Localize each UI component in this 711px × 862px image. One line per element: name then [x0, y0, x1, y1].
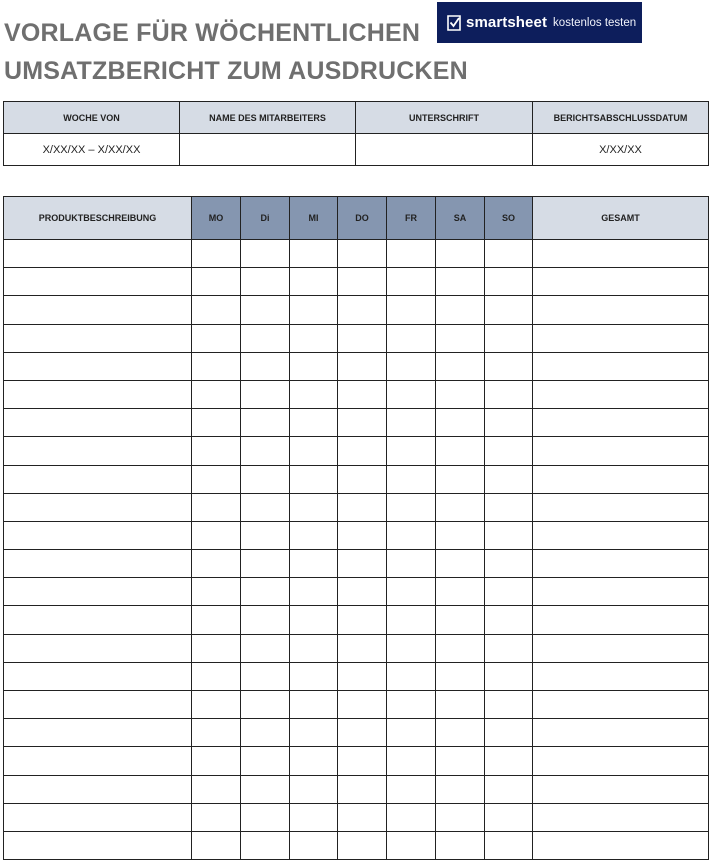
- day-value-cell[interactable]: [436, 747, 485, 775]
- page-title: [4, 14, 468, 90]
- day-value-cell[interactable]: [485, 296, 533, 324]
- sales-table: [3, 196, 709, 860]
- day-value-cell[interactable]: [387, 324, 436, 352]
- day-value-cell[interactable]: [192, 775, 241, 803]
- day-value-cell[interactable]: [192, 747, 241, 775]
- day-value-cell[interactable]: [436, 380, 485, 408]
- day-value-cell[interactable]: [387, 634, 436, 662]
- day-value-cell[interactable]: [436, 324, 485, 352]
- day-value-cell[interactable]: [192, 634, 241, 662]
- day-value-cell[interactable]: [387, 296, 436, 324]
- day-value-cell[interactable]: [192, 719, 241, 747]
- day-value-cell[interactable]: [387, 380, 436, 408]
- report-date-field[interactable]: X/XX/XX: [533, 134, 709, 166]
- day-value-cell[interactable]: [241, 606, 290, 634]
- total-cell[interactable]: [533, 550, 709, 578]
- day-header-do: DO: [338, 197, 387, 240]
- product-description-cell[interactable]: [4, 691, 192, 719]
- day-value-cell[interactable]: [290, 719, 338, 747]
- table-row: [4, 634, 709, 662]
- smartsheet-trial-banner[interactable]: [437, 2, 642, 43]
- day-value-cell[interactable]: [192, 437, 241, 465]
- day-value-cell[interactable]: [387, 691, 436, 719]
- info-value-row: [4, 134, 709, 166]
- day-value-cell[interactable]: [290, 691, 338, 719]
- total-cell[interactable]: [533, 662, 709, 690]
- day-value-cell[interactable]: [192, 662, 241, 690]
- product-description-cell[interactable]: [4, 831, 192, 859]
- total-cell[interactable]: [533, 324, 709, 352]
- day-value-cell[interactable]: [387, 831, 436, 859]
- day-header-mi: MI: [290, 197, 338, 240]
- day-value-cell[interactable]: [290, 662, 338, 690]
- report-date-header: BERICHTSABSCHLUSSDATUM: [533, 102, 709, 134]
- day-value-cell[interactable]: [192, 521, 241, 549]
- total-cell[interactable]: [533, 775, 709, 803]
- day-value-cell[interactable]: [241, 550, 290, 578]
- day-header-mo: MO: [192, 197, 241, 240]
- day-value-cell[interactable]: [436, 409, 485, 437]
- week-of-header: WOCHE VON: [4, 102, 180, 134]
- day-value-cell[interactable]: [436, 691, 485, 719]
- table-row: [4, 831, 709, 859]
- day-value-cell[interactable]: [338, 352, 387, 380]
- day-value-cell[interactable]: [338, 240, 387, 268]
- day-value-cell[interactable]: [192, 465, 241, 493]
- day-value-cell[interactable]: [485, 747, 533, 775]
- page-title-line-2: UMSATZBERICHT ZUM AUSDRUCKEN: [4, 57, 468, 85]
- day-value-cell[interactable]: [387, 747, 436, 775]
- table-row: [4, 324, 709, 352]
- day-value-cell[interactable]: [338, 380, 387, 408]
- day-value-cell[interactable]: [290, 831, 338, 859]
- day-value-cell[interactable]: [192, 324, 241, 352]
- week-of-field[interactable]: X/XX/XX – X/XX/XX: [4, 134, 180, 166]
- day-value-cell[interactable]: [338, 606, 387, 634]
- day-value-cell[interactable]: [485, 380, 533, 408]
- day-value-cell[interactable]: [290, 550, 338, 578]
- day-value-cell[interactable]: [290, 437, 338, 465]
- table-row: [4, 296, 709, 324]
- day-value-cell[interactable]: [192, 493, 241, 521]
- signature-field[interactable]: [356, 134, 533, 166]
- day-value-cell[interactable]: [436, 521, 485, 549]
- day-value-cell[interactable]: [387, 521, 436, 549]
- product-description-cell[interactable]: [4, 380, 192, 408]
- day-value-cell[interactable]: [387, 268, 436, 296]
- day-header-di: Di: [241, 197, 290, 240]
- total-cell[interactable]: [533, 437, 709, 465]
- info-header-row: [4, 102, 709, 134]
- day-value-cell[interactable]: [338, 493, 387, 521]
- day-value-cell[interactable]: [192, 380, 241, 408]
- day-value-cell[interactable]: [338, 578, 387, 606]
- table-row: [4, 747, 709, 775]
- day-value-cell[interactable]: [290, 296, 338, 324]
- day-value-cell[interactable]: [387, 803, 436, 831]
- day-value-cell[interactable]: [485, 240, 533, 268]
- smartsheet-logo-icon: [447, 15, 461, 31]
- product-description-cell[interactable]: [4, 803, 192, 831]
- table-row: [4, 352, 709, 380]
- day-value-cell[interactable]: [485, 465, 533, 493]
- day-value-cell[interactable]: [290, 803, 338, 831]
- day-value-cell[interactable]: [290, 465, 338, 493]
- product-description-cell[interactable]: [4, 747, 192, 775]
- product-description-cell[interactable]: [4, 662, 192, 690]
- day-value-cell[interactable]: [436, 634, 485, 662]
- day-value-cell[interactable]: [192, 803, 241, 831]
- product-description-cell[interactable]: [4, 521, 192, 549]
- table-row: [4, 719, 709, 747]
- table-row: [4, 803, 709, 831]
- day-value-cell[interactable]: [485, 352, 533, 380]
- day-value-cell[interactable]: [338, 662, 387, 690]
- day-value-cell[interactable]: [290, 380, 338, 408]
- day-value-cell[interactable]: [485, 409, 533, 437]
- day-value-cell[interactable]: [338, 634, 387, 662]
- day-value-cell[interactable]: [387, 606, 436, 634]
- day-value-cell[interactable]: [192, 831, 241, 859]
- day-value-cell[interactable]: [192, 578, 241, 606]
- day-value-cell[interactable]: [387, 550, 436, 578]
- total-cell[interactable]: [533, 803, 709, 831]
- sales-header-row: [4, 197, 709, 240]
- table-row: [4, 437, 709, 465]
- day-value-cell[interactable]: [436, 437, 485, 465]
- day-value-cell[interactable]: [436, 296, 485, 324]
- total-cell[interactable]: [533, 831, 709, 859]
- total-cell[interactable]: [533, 719, 709, 747]
- table-row: [4, 550, 709, 578]
- day-value-cell[interactable]: [485, 634, 533, 662]
- day-value-cell[interactable]: [485, 803, 533, 831]
- day-value-cell[interactable]: [290, 409, 338, 437]
- day-value-cell[interactable]: [387, 352, 436, 380]
- day-value-cell[interactable]: [338, 324, 387, 352]
- table-row: [4, 493, 709, 521]
- day-value-cell[interactable]: [436, 268, 485, 296]
- day-value-cell[interactable]: [387, 719, 436, 747]
- day-value-cell[interactable]: [241, 831, 290, 859]
- day-value-cell[interactable]: [192, 691, 241, 719]
- day-value-cell[interactable]: [241, 634, 290, 662]
- day-value-cell[interactable]: [485, 521, 533, 549]
- banner-brand: smartsheet: [466, 14, 548, 31]
- day-value-cell[interactable]: [241, 296, 290, 324]
- total-header: GESAMT: [533, 197, 709, 240]
- day-value-cell[interactable]: [241, 324, 290, 352]
- table-row: [4, 606, 709, 634]
- day-value-cell[interactable]: [485, 550, 533, 578]
- day-value-cell[interactable]: [485, 719, 533, 747]
- day-value-cell[interactable]: [241, 775, 290, 803]
- day-value-cell[interactable]: [290, 268, 338, 296]
- product-description-cell[interactable]: [4, 493, 192, 521]
- table-row: [4, 578, 709, 606]
- day-value-cell[interactable]: [436, 719, 485, 747]
- day-value-cell[interactable]: [241, 493, 290, 521]
- day-value-cell[interactable]: [338, 719, 387, 747]
- day-value-cell[interactable]: [436, 803, 485, 831]
- product-description-cell[interactable]: [4, 437, 192, 465]
- day-value-cell[interactable]: [485, 324, 533, 352]
- day-value-cell[interactable]: [338, 747, 387, 775]
- day-value-cell[interactable]: [192, 352, 241, 380]
- total-cell[interactable]: [533, 493, 709, 521]
- day-value-cell[interactable]: [241, 352, 290, 380]
- day-value-cell[interactable]: [241, 268, 290, 296]
- report-info-table: [3, 101, 709, 166]
- day-value-cell[interactable]: [436, 550, 485, 578]
- day-value-cell[interactable]: [290, 578, 338, 606]
- day-value-cell[interactable]: [338, 465, 387, 493]
- day-value-cell[interactable]: [485, 662, 533, 690]
- product-description-cell[interactable]: [4, 296, 192, 324]
- day-value-cell[interactable]: [290, 634, 338, 662]
- total-cell[interactable]: [533, 380, 709, 408]
- day-value-cell[interactable]: [338, 521, 387, 549]
- product-description-cell[interactable]: [4, 409, 192, 437]
- day-value-cell[interactable]: [387, 409, 436, 437]
- day-value-cell[interactable]: [485, 691, 533, 719]
- day-value-cell[interactable]: [338, 296, 387, 324]
- total-cell[interactable]: [533, 606, 709, 634]
- total-cell[interactable]: [533, 521, 709, 549]
- page-title-line-1: VORLAGE FÜR WÖCHENTLICHEN: [4, 19, 421, 47]
- day-value-cell[interactable]: [436, 775, 485, 803]
- product-description-cell[interactable]: [4, 606, 192, 634]
- day-value-cell[interactable]: [290, 747, 338, 775]
- day-value-cell[interactable]: [290, 606, 338, 634]
- employee-name-header: NAME DES MITARBEITERS: [180, 102, 356, 134]
- day-value-cell[interactable]: [192, 296, 241, 324]
- day-value-cell[interactable]: [241, 578, 290, 606]
- total-cell[interactable]: [533, 409, 709, 437]
- total-cell[interactable]: [533, 747, 709, 775]
- total-cell[interactable]: [533, 691, 709, 719]
- banner-cta: kostenlos testen: [553, 16, 637, 29]
- table-row: [4, 691, 709, 719]
- signature-header: UNTERSCHRIFT: [356, 102, 533, 134]
- day-header-so: SO: [485, 197, 533, 240]
- product-description-cell[interactable]: [4, 465, 192, 493]
- day-value-cell[interactable]: [241, 380, 290, 408]
- table-row: [4, 521, 709, 549]
- day-value-cell[interactable]: [192, 268, 241, 296]
- day-value-cell[interactable]: [241, 747, 290, 775]
- day-value-cell[interactable]: [485, 775, 533, 803]
- day-value-cell[interactable]: [485, 493, 533, 521]
- product-description-cell[interactable]: [4, 775, 192, 803]
- total-cell[interactable]: [533, 578, 709, 606]
- day-value-cell[interactable]: [387, 493, 436, 521]
- day-value-cell[interactable]: [436, 240, 485, 268]
- day-header-fr: FR: [387, 197, 436, 240]
- day-value-cell[interactable]: [290, 352, 338, 380]
- product-description-cell[interactable]: [4, 240, 192, 268]
- day-value-cell[interactable]: [485, 268, 533, 296]
- product-description-cell[interactable]: [4, 324, 192, 352]
- day-value-cell[interactable]: [338, 437, 387, 465]
- day-value-cell[interactable]: [338, 775, 387, 803]
- day-value-cell[interactable]: [241, 521, 290, 549]
- day-value-cell[interactable]: [485, 606, 533, 634]
- day-value-cell[interactable]: [338, 409, 387, 437]
- day-value-cell[interactable]: [290, 521, 338, 549]
- day-value-cell[interactable]: [338, 831, 387, 859]
- day-value-cell[interactable]: [241, 240, 290, 268]
- product-description-cell[interactable]: [4, 550, 192, 578]
- day-header-sa: SA: [436, 197, 485, 240]
- day-value-cell[interactable]: [485, 437, 533, 465]
- day-value-cell[interactable]: [338, 691, 387, 719]
- day-value-cell[interactable]: [241, 437, 290, 465]
- day-value-cell[interactable]: [338, 550, 387, 578]
- product-description-cell[interactable]: [4, 634, 192, 662]
- day-value-cell[interactable]: [241, 409, 290, 437]
- day-value-cell[interactable]: [241, 465, 290, 493]
- product-description-cell[interactable]: [4, 578, 192, 606]
- day-value-cell[interactable]: [436, 465, 485, 493]
- day-value-cell[interactable]: [241, 719, 290, 747]
- total-cell[interactable]: [533, 268, 709, 296]
- day-value-cell[interactable]: [241, 662, 290, 690]
- day-value-cell[interactable]: [192, 240, 241, 268]
- day-value-cell[interactable]: [436, 352, 485, 380]
- product-description-header: PRODUKTBESCHREIBUNG: [4, 197, 192, 240]
- day-value-cell[interactable]: [436, 493, 485, 521]
- day-value-cell[interactable]: [192, 409, 241, 437]
- day-value-cell[interactable]: [192, 606, 241, 634]
- day-value-cell[interactable]: [436, 662, 485, 690]
- table-row: [4, 775, 709, 803]
- day-value-cell[interactable]: [485, 578, 533, 606]
- employee-name-field[interactable]: [180, 134, 356, 166]
- day-value-cell[interactable]: [338, 803, 387, 831]
- day-value-cell[interactable]: [290, 240, 338, 268]
- day-value-cell[interactable]: [436, 606, 485, 634]
- day-value-cell[interactable]: [485, 831, 533, 859]
- total-cell[interactable]: [533, 240, 709, 268]
- table-row: [4, 409, 709, 437]
- day-value-cell[interactable]: [290, 493, 338, 521]
- table-row: [4, 240, 709, 268]
- day-value-cell[interactable]: [387, 465, 436, 493]
- day-value-cell[interactable]: [387, 662, 436, 690]
- day-value-cell[interactable]: [290, 324, 338, 352]
- product-description-cell[interactable]: [4, 268, 192, 296]
- table-row: [4, 268, 709, 296]
- product-description-cell[interactable]: [4, 719, 192, 747]
- day-value-cell[interactable]: [338, 268, 387, 296]
- day-value-cell[interactable]: [387, 578, 436, 606]
- table-row: [4, 380, 709, 408]
- day-value-cell[interactable]: [241, 691, 290, 719]
- total-cell[interactable]: [533, 352, 709, 380]
- day-value-cell[interactable]: [436, 831, 485, 859]
- total-cell[interactable]: [533, 634, 709, 662]
- total-cell[interactable]: [533, 465, 709, 493]
- day-value-cell[interactable]: [387, 240, 436, 268]
- total-cell[interactable]: [533, 296, 709, 324]
- table-row: [4, 465, 709, 493]
- day-value-cell[interactable]: [290, 775, 338, 803]
- day-value-cell[interactable]: [241, 803, 290, 831]
- day-value-cell[interactable]: [387, 437, 436, 465]
- day-value-cell[interactable]: [436, 578, 485, 606]
- day-value-cell[interactable]: [387, 775, 436, 803]
- table-row: [4, 662, 709, 690]
- product-description-cell[interactable]: [4, 352, 192, 380]
- sales-table-body: [4, 240, 709, 860]
- day-value-cell[interactable]: [192, 550, 241, 578]
